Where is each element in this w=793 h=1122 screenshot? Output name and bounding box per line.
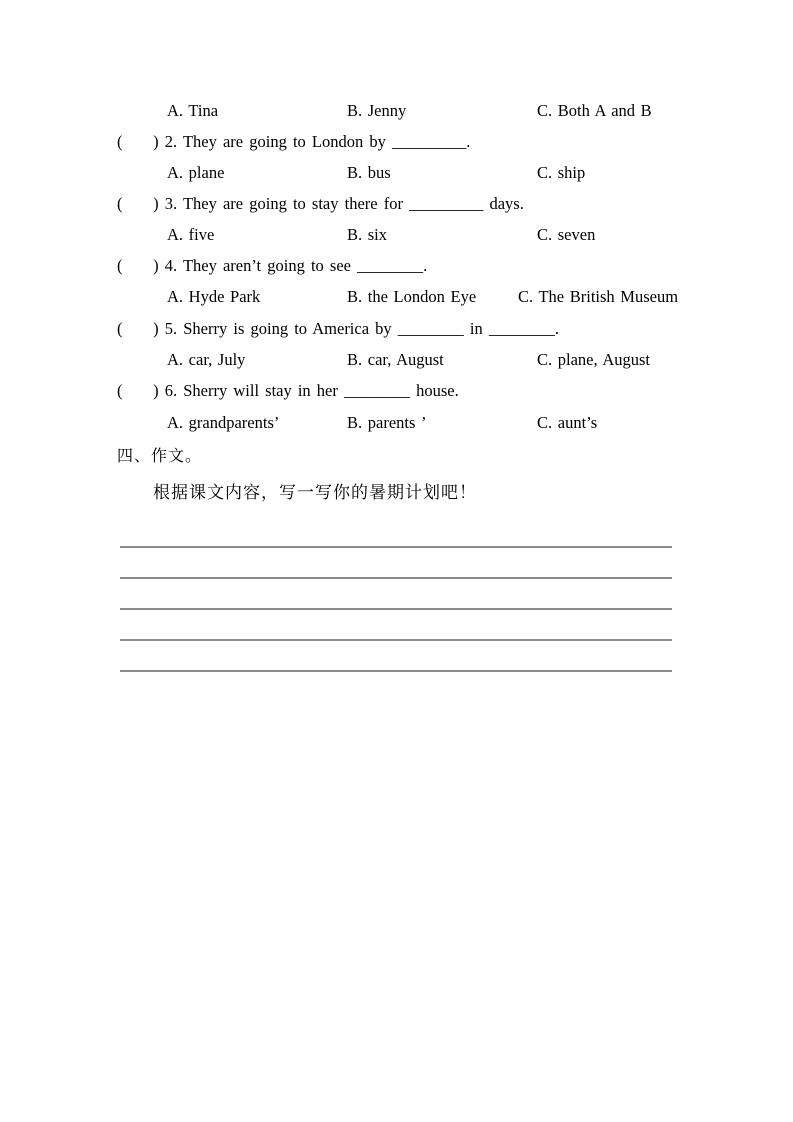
option-q5-b: B. car, August [347,350,444,369]
essay-instruction: 根据课文内容，写一写你的暑期计划吧！ [153,483,477,502]
option-q2-c: C. ship [537,163,586,182]
question-6-text: ( ) 6. Sherry will stay in her ________ house. [117,381,459,400]
option-q2-b: B. bus [347,163,391,182]
options-row-q6 [0,414,793,436]
option-q3-a: A. five [167,225,215,244]
option-q3-b: B. six [347,225,388,244]
question-3-text: ( ) 3. They are going to stay there for _________ days. [117,194,524,213]
section-title-essay: 四、作文。 [117,448,203,465]
answer-line-5 [120,670,672,672]
answer-line-1 [120,546,672,548]
option-q6-a: A. grandparents’ [167,413,280,432]
option-q1-a: A. Tina [167,101,219,120]
options-row-q3 [0,226,793,248]
answer-line-4 [120,639,672,641]
option-q4-b: B. the London Eye [347,287,477,306]
option-q3-c: C. seven [537,225,596,244]
option-q4-a: A. Hyde Park [167,287,261,306]
options-row-q4 [0,288,793,310]
option-q5-a: A. car, July [167,350,246,369]
question-4-text: ( ) 4. They aren’t going to see ________. [117,256,428,275]
question-2-text: ( ) 2. They are going to London by _________. [117,132,471,151]
answer-line-3 [120,608,672,610]
option-q1-b: B. Jenny [347,101,407,120]
question-5-text: ( ) 5. Sherry is going to America by ________ in ________. [117,319,560,338]
option-q6-b: B. parents ’ [347,413,427,432]
options-row-q5 [0,351,793,373]
option-q4-c: C. The British Museum [518,287,679,306]
option-q5-c: C. plane, August [537,350,650,369]
answer-line-2 [120,577,672,579]
options-row-q1 [0,102,793,124]
option-q6-c: C. aunt’s [537,413,598,432]
option-q2-a: A. plane [167,163,225,182]
options-row-q2 [0,164,793,186]
option-q1-c: C. Both A and B [537,101,652,120]
